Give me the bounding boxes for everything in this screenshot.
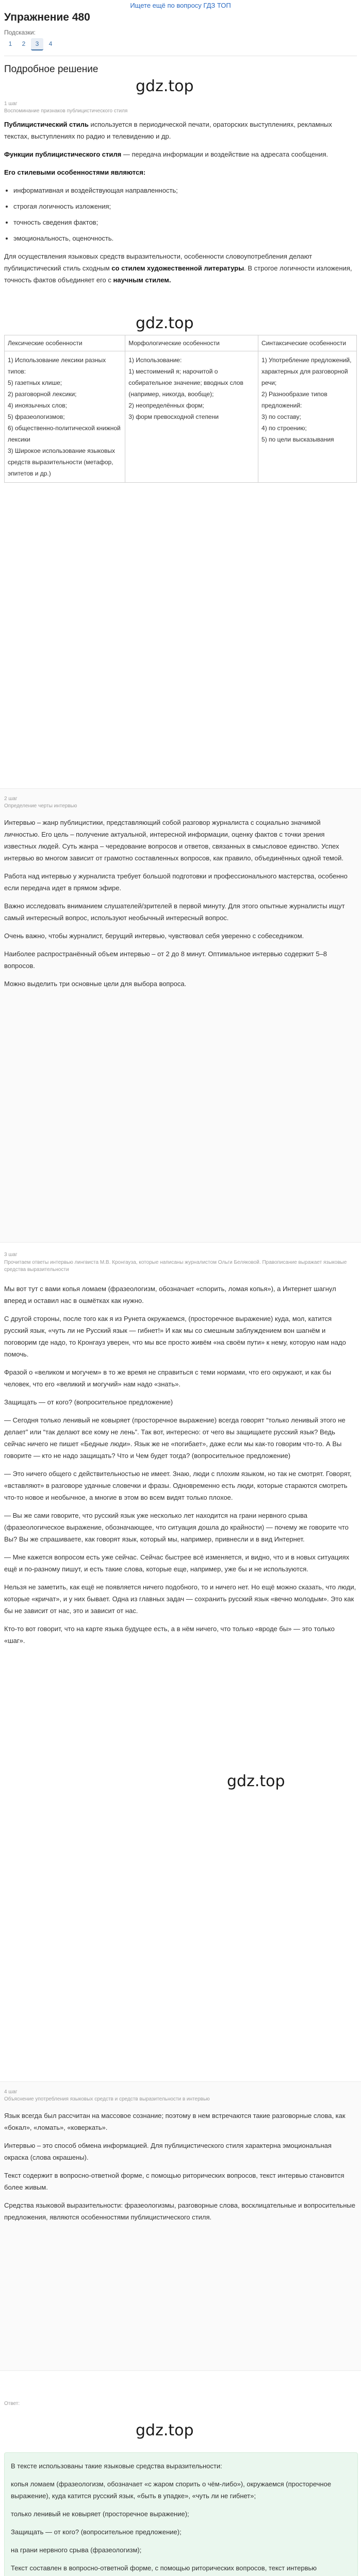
paragraph: Защищать — от кого? (вопросительное предложение); (11, 2528, 182, 2536)
cell-line: 5) фразеологизмов; (8, 413, 65, 420)
table-cell (258, 351, 357, 483)
table-header: Синтаксические особенности (258, 335, 357, 351)
list-item: • точность сведения фактов; (13, 216, 357, 228)
table-header: Морфологические особенности (125, 335, 258, 351)
paragraph: Фразой о «великом и могучем» в то же время не справиться с теми нормами, что его окружают, и как бы человек, что его «великий и могучий» нам надо «знать». (4, 1368, 332, 1388)
cell-line: 1) Использование лексики разных типов: (8, 357, 106, 375)
page-link-3[interactable]: 3 (31, 38, 43, 50)
paragraph: Работа над интервью у журналиста требует большой подготовки и профессионального мастерства, особенно если передача идет в прямом эфире. (4, 872, 348, 892)
paragraph (4, 118, 357, 142)
paragraph: Кто-то вот говорит, что на карте языка будущее есть, а в нём ничего, что только «вроде бы» — это только «шаг». (4, 1625, 335, 1645)
top-link[interactable]: Ищете ещё по вопросу ГДЗ ТОП (130, 2, 231, 9)
cell-line: 2) неопределённых форм; (128, 402, 204, 409)
task2-content (4, 817, 357, 996)
table-cell (5, 351, 125, 483)
step-label: 4 шаг (4, 2089, 18, 2095)
paragraph (4, 166, 357, 178)
paragraph: — Сегодня только ленивый не ковыряет (просторечное выражение) всегда говорят “только ленивый этого не делает” или “так делают все кому не лень”. Так вот, интересно: от чего вы защищаете русский язык? Ведь сейчас ничего не пишет «Бедные люди». Язык же не «погибает», даже если мы как-то говорим что-то. А Вы говорите — кто не надо защищать? Что и Чем будет тогда? (вопросительное предложение) (4, 1416, 346, 1460)
paragraph: — Вы же сами говорите, что русский язык уже несколько лет находится на грани нервного срыва (фразеологическое выражение, обозначающее, что ситуация дошла до крайности) — почему же говорите что Вы? Вы же спрашиваете, как говорят язык, который мы, например, привнесли и в вид Интернет. (4, 1512, 349, 1543)
paragraph: Мы вот тут с вами копья ломаем (фразеологизм, обозначает «спорить, ломая копья»), а Интернет шагнул вперед и оставил нас в ошмётках как нужно. (4, 1285, 336, 1304)
answer-content (5, 2453, 357, 2576)
step-sublabel: Определение черты интервью (4, 803, 77, 809)
cell-line: 4) по строению; (261, 425, 307, 432)
exercise-title: Упражнение 480 (4, 11, 90, 23)
paragraph: на грани нервного срыва (фразеологизм); (11, 2546, 142, 2554)
list-item: • информативная и воздействующая направленность; (13, 184, 357, 196)
cell-line: 2) разговорной лексики; (8, 391, 77, 398)
paragraph: Интервью – жанр публицистики, представляющий собой разговор журналиста с социально значимой личностью. Его цель – получение актуальной, интересной информации, оценку фактов с точки зрения известных людей. Суть жанра – чередование вопросов и ответов, связанных в смысловое единство. Успех интервью во многом зависит от грамотно составленных вопросов, как правило, объединённых одной темой. (4, 819, 343, 862)
step-sublabel: Прочитаем ответы интервью лингвиста М.В. Кронгауза, которые написаны журналистом Ольги Беляковой. Правописание выражает языковые средства выразительности (4, 1260, 347, 1273)
paragraph: Язык всегда был рассчитан на массовое сознание; поэтому в нем встречаются такие разговорные слова, как «бокал», «ломать», «коверкать». (4, 2112, 346, 2131)
paragraph (4, 250, 357, 286)
text: Для осуществления языковых средств выразительности, особенности словоупотребления делают публицистический стиль сходным (4, 252, 313, 272)
watermark: gdz.top (136, 2421, 194, 2439)
paragraph: Важно исследовать вниманием слушателей/зрителей в первой минуту. Для этого опытные журналисты ищут самый интересный вопрос, используют необычный интересный вопрос. (4, 902, 345, 922)
paragraph: Защищать — от кого? (вопросительное предложение) (4, 1398, 173, 1406)
step-sublabel: Воспоминание признаков публицистического стиля (4, 108, 128, 114)
step-sublabel: Объяснение употребления языковых средств и средств выразительности в интервью (4, 2096, 210, 2102)
term: Функции публицистического стиля (4, 150, 122, 158)
paragraph: Интервью – это способ обмена информацией. Для публицистического стиля характерна эмоциональная окраска (слова окрашены). (4, 2142, 332, 2161)
page-link-1[interactable]: 1 (8, 40, 12, 47)
task1-content (4, 118, 357, 292)
text: — передача информации и воздействие на адресата сообщения. (121, 150, 329, 158)
list-item: • эмоциональность, оценочность. (13, 232, 357, 244)
text: . В строгое логичности изложения, точность фактов объединяет его с (4, 264, 352, 284)
paragraph: Текст составлен в вопросно-ответной форме, с помощью риторических вопросов, текст интервью (11, 2564, 317, 2572)
term: Публицистический стиль (4, 121, 89, 128)
paragraph: Нельзя не заметить, как ещё не появляется ничего подобного, то и ничего нет. Но ещё можно сказать, что люди, которые «кричат», и у них бывает. Одна из главных задач — сохранить русский язык «вечно молодым». Это как бы не зависит от нас, это и зависит от нас. (4, 1583, 356, 1615)
paragraph (4, 148, 357, 160)
paragraph: Можно выделить три основные цели для выбора вопроса. (4, 980, 187, 988)
cell-line: 5) по цели высказывания (261, 436, 334, 443)
paragraph: только ленивый не ковыряет (просторечное выражение); (11, 2510, 189, 2518)
features-table-wrap (4, 335, 357, 483)
pagination (4, 38, 57, 50)
cell-line: 3) форм превосходной степени (128, 413, 219, 420)
task4-content (4, 2110, 357, 2229)
paragraph: — Это ничего общего с действительностью не имеет. Знаю, люди с плохим языком, но так не смотрят. Говорят, «вставляют» в разговоре удачные словечки и фразы. Одновременно есть люди, которые стараются смотреть что-то новое и необычное, а многие в этом во всем видят только плохое. (4, 1470, 352, 1501)
list-item: • строгая логичность изложения; (13, 200, 357, 212)
paragraph: — Мне кажется вопросом есть уже сейчас. Сейчас быстрее всё изменяется, и видно, что и в новых ситуациях ещё и по-разному пишут, и есть такие слова, которые еще, например, уже бы и не используются. (4, 1553, 350, 1573)
cell-line: 5) газетных клише; (8, 379, 62, 386)
paragraph: Средства языковой выразительности: фразеологизмы, разговорные слова, восклицательные и вопросительные предложения, являются особенностями публицистического стиля. (4, 2201, 355, 2221)
cell-line: 2) Разнообразие типов предложений: (261, 391, 327, 409)
paragraph: С другой стороны, после того как я из Рунета окружаемся, (просторечное выражение) куда, мол, катится русский язык, «чуть ли не Русский язык — гибнет!» И как мы со смешным заблуждением вон шагнём и поговорим где надо, то Кронгауз уверен, что мы все просто живём «на своём пути» к нему, которую нам надо помочь. (4, 1315, 346, 1358)
step-label: 3 шаг (4, 1252, 18, 1258)
section-title: Подробное решение (4, 64, 99, 75)
paragraph: Наиболее распространённый объем интервью – от 2 до 8 минут. Оптимальное интервью содержит 5–8 вопросов. (4, 950, 327, 970)
task3-content (4, 1283, 357, 1653)
paragraph: В тексте использованы такие языковые средства выразительности: (11, 2462, 222, 2470)
cell-line: 1) Употребление предложений, характерных для разговорной речи; (261, 357, 352, 386)
watermark: gdz.top (136, 77, 194, 95)
text: используется в периодической печати, ораторских выступлениях, рекламных текстах, выступлениях по радио и телевидению и др. (4, 121, 332, 140)
watermark: gdz.top (227, 1772, 285, 1790)
answer-label: Ответ: (4, 2401, 20, 2406)
table-cell (125, 351, 258, 483)
watermark: gdz.top (136, 314, 194, 332)
paragraph: Очень важно, чтобы журналист, берущий интервью, чувствовал себя уверенно с собеседником. (4, 932, 304, 940)
term: Его стилевыми особенностями являются: (4, 168, 146, 176)
paragraph: Текст содержит в вопросно-ответной форме, с помощью риторических вопросов, текст интервью становится более живым. (4, 2172, 344, 2191)
step-label: 1 шаг (4, 101, 18, 107)
cell-line: 3) по составу; (261, 413, 301, 420)
cell-line: 6) общественно-политической книжной лексики (8, 425, 121, 443)
features-table (4, 335, 357, 483)
paragraph: копья ломаем (фразеологизм, обозначает «с жаром спорить о чём-либо»), окружаемся (просторечное выражение), куда катится русский язык, «быть в упадке», «чуть ли не гибнет»; (11, 2480, 332, 2500)
cell-line: 3) Широкое использование языковых средств выразительности (метафор, эпитетов и др.) (8, 447, 115, 477)
cell-line: 1) Использование: (128, 357, 182, 364)
cell-line: 1) местоимений я; нарочитой о собирательное значение; вводных слов (например, никогда, вообще); (128, 368, 243, 398)
pagination-label: Подсказки: (4, 29, 36, 36)
cell-line: 4) иноязычных слов; (8, 402, 67, 409)
page-link-4[interactable]: 4 (48, 40, 53, 47)
feature-list (4, 184, 357, 244)
table-header: Лексические особенности (5, 335, 125, 351)
answer-card (4, 2452, 358, 2576)
term: научным стилем. (113, 276, 171, 284)
page-link-2[interactable]: 2 (22, 40, 26, 47)
term: со стилем художественной литературы (111, 264, 244, 272)
step-label: 2 шаг (4, 796, 18, 802)
